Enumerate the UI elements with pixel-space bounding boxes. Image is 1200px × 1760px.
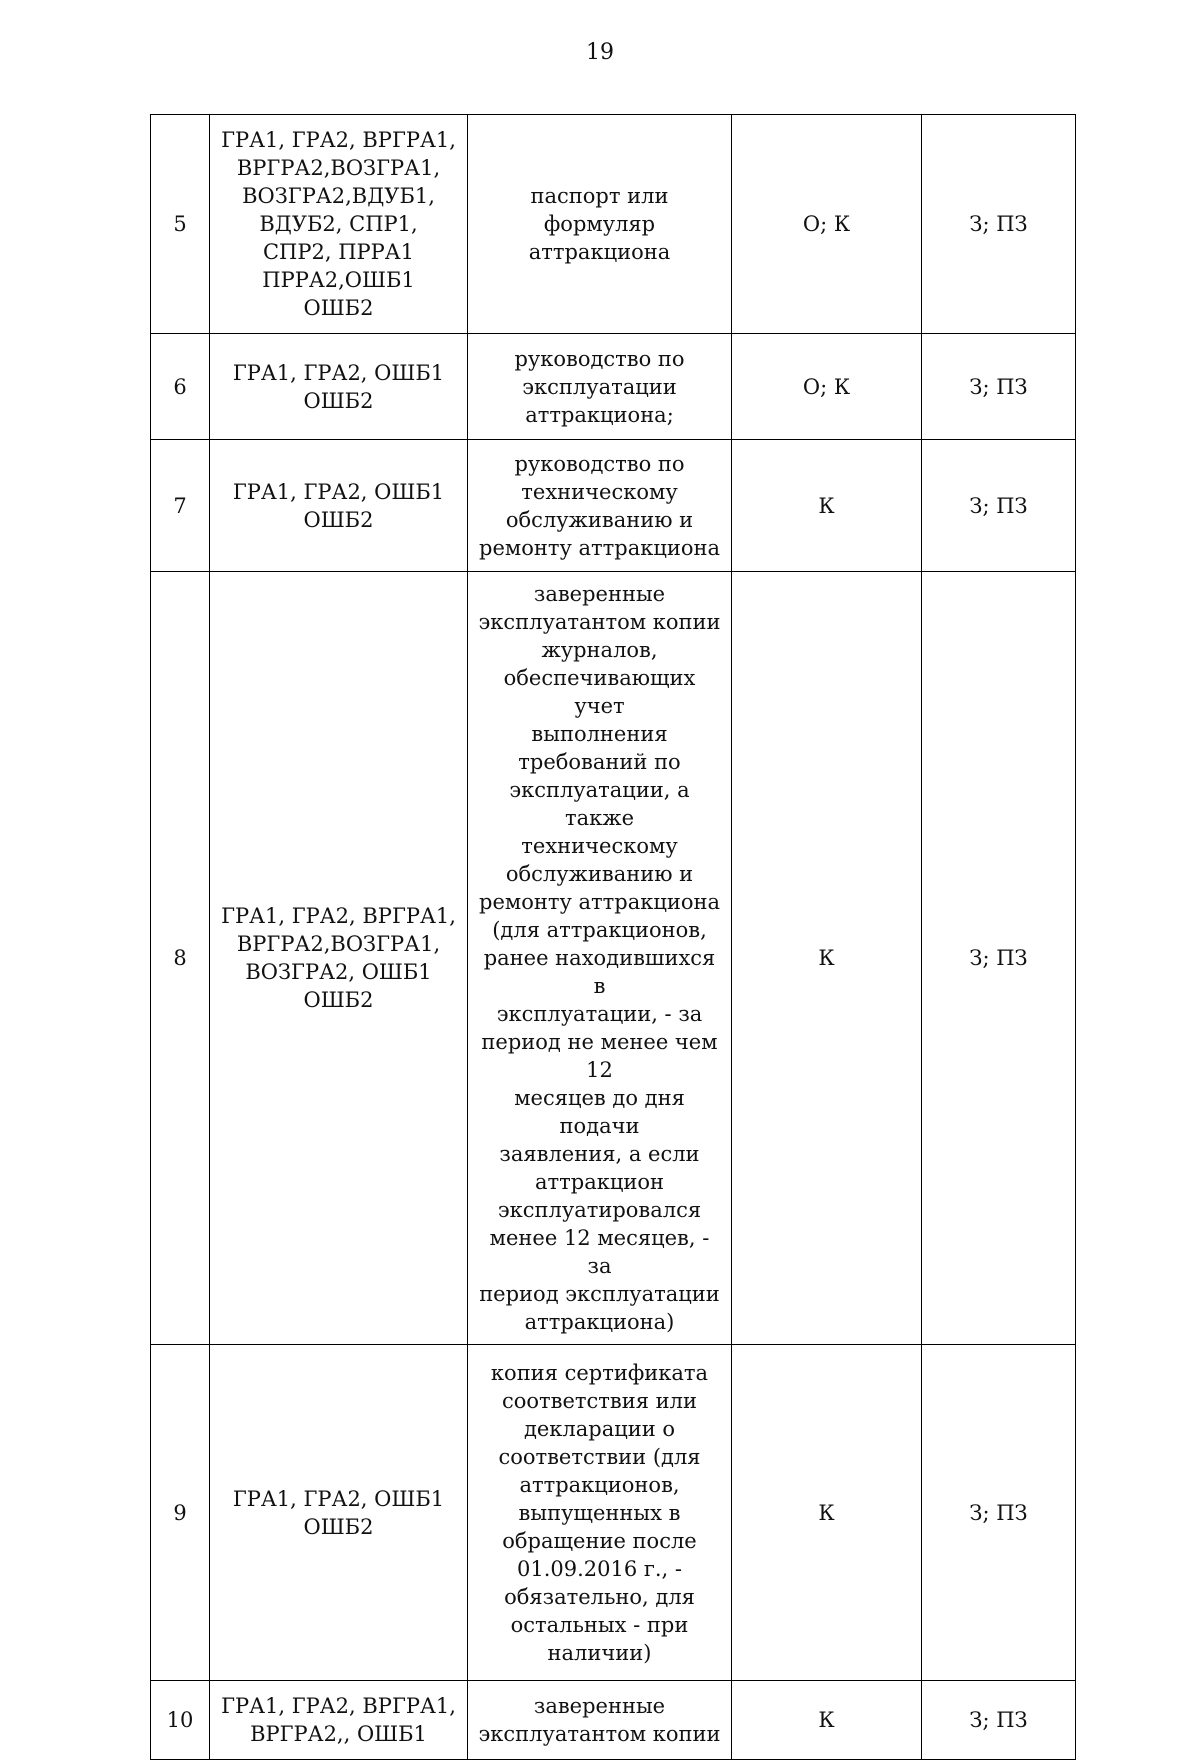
attraction-codes-cell: ГРА1, ГРА2, ВРГРА1, ВРГРА2,, ОШБ1 bbox=[210, 1681, 468, 1760]
registration-type-cell: З; ПЗ bbox=[922, 572, 1076, 1345]
document-name-cell: заверенные эксплуатантом копии журналов, обеспечивающих учет выполнения требований по эксплуатации, а также техническому обслуживанию и ремонту аттракциона (для аттракционов, ранее находившихся в эксплуатации, - за период не менее чем 12 месяцев до дня подачи заявления, а если аттракцион эксплуатировался менее 12 месяцев, - за период эксплуатации аттракциона) bbox=[468, 572, 732, 1345]
registration-type-cell: З; ПЗ bbox=[922, 115, 1076, 334]
attraction-codes-cell: ГРА1, ГРА2, ОШБ1 ОШБ2 bbox=[210, 1345, 468, 1681]
table-row bbox=[151, 1345, 1076, 1681]
registration-type-cell: З; ПЗ bbox=[922, 440, 1076, 572]
attraction-codes-cell: ГРА1, ГРА2, ВРГРА1, ВРГРА2,ВОЗГРА1, ВОЗГРА2, ОШБ1 ОШБ2 bbox=[210, 572, 468, 1345]
table-row bbox=[151, 440, 1076, 572]
document-form-cell: К bbox=[732, 572, 922, 1345]
document-name-cell: заверенные эксплуатантом копии bbox=[468, 1681, 732, 1760]
document-name-cell: паспорт или формуляр аттракциона bbox=[468, 115, 732, 334]
document-name-cell: руководство по эксплуатации аттракциона; bbox=[468, 334, 732, 440]
document-name-cell: руководство по техническому обслуживанию и ремонту аттракциона bbox=[468, 440, 732, 572]
row-number-cell: 7 bbox=[151, 440, 210, 572]
row-number-cell: 10 bbox=[151, 1681, 210, 1760]
attraction-codes-cell: ГРА1, ГРА2, ОШБ1 ОШБ2 bbox=[210, 334, 468, 440]
registration-type-cell: З; ПЗ bbox=[922, 1681, 1076, 1760]
document-form-cell: К bbox=[732, 1345, 922, 1681]
attraction-codes-cell: ГРА1, ГРА2, ОШБ1 ОШБ2 bbox=[210, 440, 468, 572]
registration-type-cell: З; ПЗ bbox=[922, 334, 1076, 440]
row-number-cell: 5 bbox=[151, 115, 210, 334]
document-form-cell: К bbox=[732, 1681, 922, 1760]
table-row bbox=[151, 334, 1076, 440]
table-row bbox=[151, 115, 1076, 334]
document-name-cell: копия сертификата соответствия или декларации о соответствии (для аттракционов, выпущенных в обращение после 01.09.2016 г., - обязательно, для остальных - при наличии) bbox=[468, 1345, 732, 1681]
table-row bbox=[151, 1681, 1076, 1760]
page-number: 19 bbox=[586, 40, 614, 65]
document-form-cell: О; К bbox=[732, 115, 922, 334]
row-number-cell: 8 bbox=[151, 572, 210, 1345]
row-number-cell: 9 bbox=[151, 1345, 210, 1681]
document-form-cell: О; К bbox=[732, 334, 922, 440]
attraction-codes-cell: ГРА1, ГРА2, ВРГРА1, ВРГРА2,ВОЗГРА1, ВОЗГРА2,ВДУБ1, ВДУБ2, СПР1, СПР2, ПРРА1 ПРРА2,ОШБ1 ОШБ2 bbox=[210, 115, 468, 334]
row-number-cell: 6 bbox=[151, 334, 210, 440]
registration-type-cell: З; ПЗ bbox=[922, 1345, 1076, 1681]
document-form-cell: К bbox=[732, 440, 922, 572]
table-row bbox=[151, 572, 1076, 1345]
requirements-table bbox=[150, 114, 1076, 1760]
